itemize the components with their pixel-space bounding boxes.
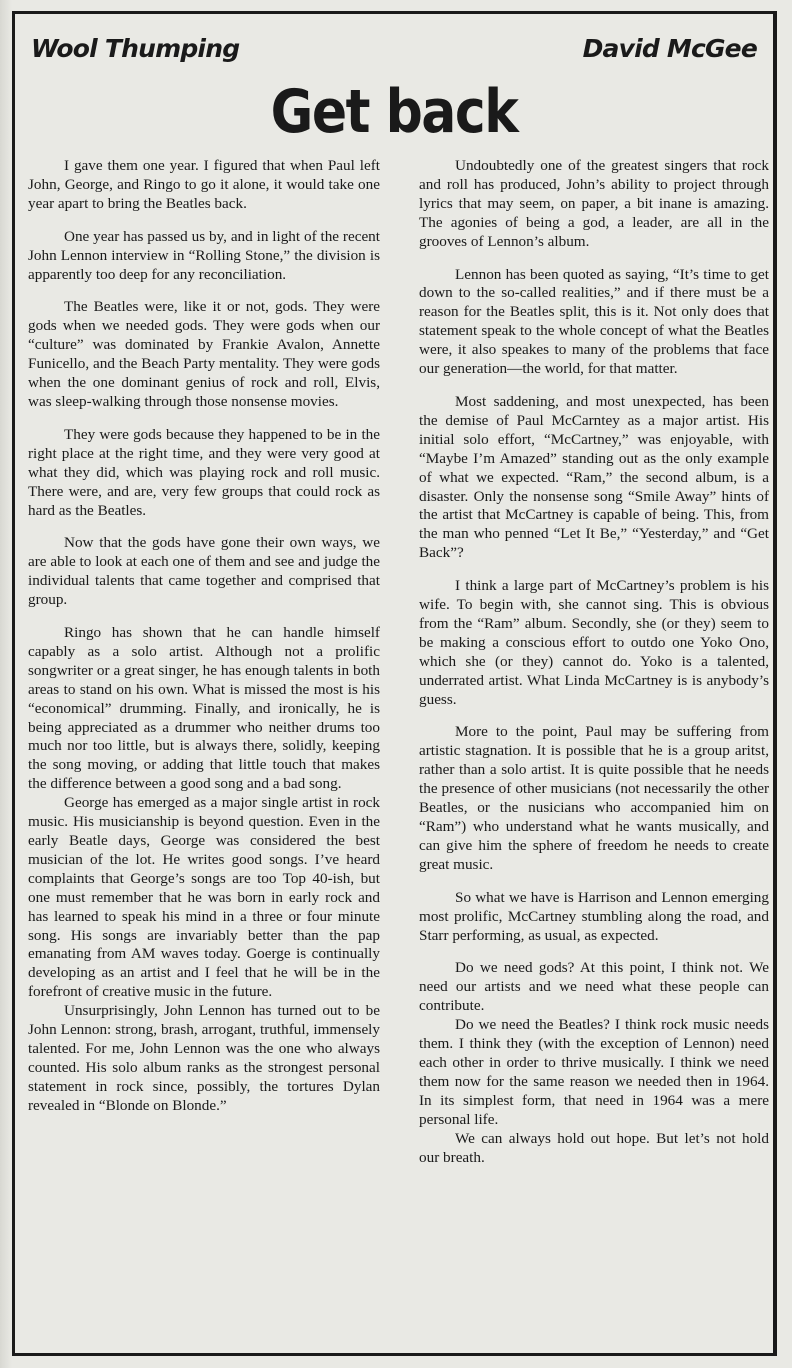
paragraph: More to the point, Paul may be suffering from artistic stagnation. It is possible that he is a group aritst, rather than a solo artist. It is quite possible that he needs the presence of other musicians (not necessarily the other Beatles, or the nusicians who accompanied him on “Ram”) who understand what he wants musically, and can give him the sphere of freedom he needs to create great music.: [419, 723, 769, 873]
paragraph: Undoubtedly one of the greatest singers that rock and roll has produced, John’s ability to project through lyrics that may seem, on paper, a bit inane is amazing. The agonies of being a god, a leader, are all in the grooves of Lennon’s album.: [419, 157, 769, 250]
article-frame: [12, 11, 777, 1356]
masthead: [15, 28, 773, 68]
paragraph: Unsurprisingly, John Lennon has turned out to be John Lennon: strong, brash, arrogant, truthful, immensely talented. For me, John Lennon was the one who always counted. His solo album ranks as the strongest personal statement in rock since, possibly, the tortures Dylan revealed in “Blonde on Blonde.”: [28, 1002, 380, 1114]
paragraph: One year has passed us by, and in light of the recent John Lennon interview in “Rolling Stone,” the division is apparently too deep for any reconciliation.: [28, 227, 380, 283]
paragraph: Do we need gods? At this point, I think not. We need our artists and we need what these people can contribute.: [419, 959, 769, 1015]
paragraph: I think a large part of McCartney’s problem is his wife. To begin with, she cannot sing. This is obvious from the “Ram” album. Secondly, she (or they) seem to be making a conscious effort to outdo one Yoko Ono, which she (or they) cannot do. Yoko is a talented, underrated artist. What Linda McCartney is is anybody’s guess.: [419, 577, 769, 708]
paragraph: I gave them one year. I figured that when Paul left John, George, and Ringo to go it alone, it would take one year apart to bring the Beatles back.: [28, 157, 380, 212]
column-kicker: Wool Thumping: [31, 34, 240, 63]
right-column: [419, 157, 769, 1167]
page-edge: [0, 0, 12, 1368]
paragraph: Now that the gods have gone their own ways, we are able to look at each one of them and see and judge the individual talents that came together and comprised that group.: [28, 534, 380, 609]
paragraph: The Beatles were, like it or not, gods. They were gods when we needed gods. They were gods when our “culture” was dominated by Frankie Avalon, Annette Funicello, and the Beach Party mentality. They were gods when the one dominant genius of rock and roll, Elvis, was sleep-walking through those nonsense movies.: [28, 298, 380, 410]
paragraph: They were gods because they happened to be in the right place at the right time, and they were very good at what they did, which was playing rock and roll music. There were, and are, very few groups that could rock as hard as the Beatles.: [28, 425, 380, 519]
paragraph: Lennon has been quoted as saying, “It’s time to get down to the so-called realities,” and if there must be a reason for the Beatles split, this is it. Not only does that statement speak to the whole concept of what the Beatles were, it also speakes to many of the problems that face our generation—the world, for that matter.: [419, 265, 769, 378]
paragraph: We can always hold out hope. But let’s not hold our breath.: [419, 1129, 769, 1166]
paragraph: Ringo has shown that he can handle himself capably as a solo artist. Although not a prolific songwriter or a great singer, he has enough talents in both areas to stand on his own. What is missed the most is his “economical” drumming. Finally, and ironically, he is being appreciated as a drummer who neither drums too much nor too little, but is always there, solidly, keeping the song moving, or adding that little touch that makes the difference between a good song and a bad song.: [28, 624, 380, 793]
left-column: [28, 157, 380, 1116]
paragraph: Most saddening, and most unexpected, has been the demise of Paul McCarntey as a major artist. His initial solo effort, “McCartney,” was enjoyable, with “Maybe I’m Amazed” standing out as the only example of what we expected. “Ram,” the second album, is a disaster. Only the nonsense song “Smile Away” hints of the artist that McCartney is capable of being. This, from the man who penned “Let It Be,” “Yesterday,” and “Get Back”?: [419, 392, 769, 562]
paragraph: So what we have is Harrison and Lennon emerging most prolific, McCartney stumbling along the road, and Starr performing, as usual, as expected.: [419, 888, 769, 944]
article-headline: Get back: [270, 78, 518, 147]
paragraph: Do we need the Beatles? I think rock music needs them. I think they (with the exception of Lennon) need each other in order to thrive musically. I think we need them now for the same reason we needed then in 1964. In its simplest form, that need in 1964 was a mere personal life.: [419, 1016, 769, 1128]
author-byline: David McGee: [582, 34, 757, 63]
paragraph: George has emerged as a major single artist in rock music. His musicianship is beyond question. Even in the early Beatle days, George was considered the best musician of the lot. He writes good songs. I’ve heard complaints that George’s songs are too Top 40-ish, but one must remember that he was born in early rock and has learned to speak his mind in a three or four minute song. His songs are invariably better than the pap emanating from AM waves today. Goerge is continually developing as an artist and I feel that he will be in the forefront of creative music in the future.: [28, 794, 380, 1001]
